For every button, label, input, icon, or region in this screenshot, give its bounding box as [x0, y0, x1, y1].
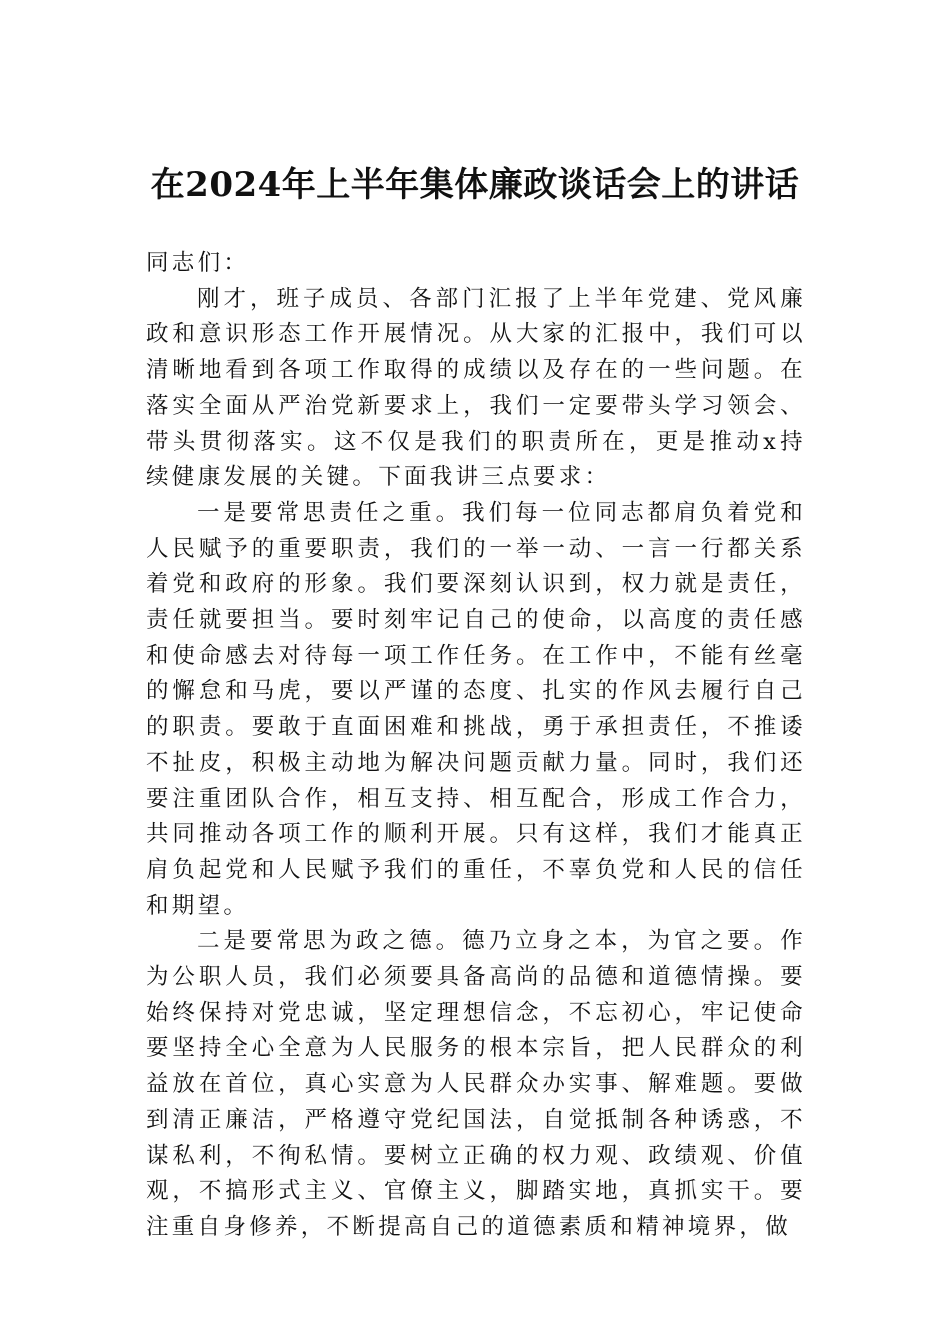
- salutation: 同志们：: [146, 250, 250, 276]
- document-title: 在2024年上半年集体廉政谈话会上的讲话: [150, 165, 800, 205]
- paragraph-point-one: 一是要常思责任之重。我们每一位同志都肩负着党和人民赋予的重要职责，我们的一举一动、一言一行都关系着党和政府的形象。我们要深刻认识到，权力就是责任，责任就要担当。要时刻牢记自己的使命，以高度的责任感和使命感去对待每一项工作任务。在工作中，不能有丝毫的懈怠和马虎，要以严谨的态度、扎实的作风去履行自己的职责。要敢于直面困难和挑战，勇于承担责任，不推诿不扯皮，积极主动地为解决问题贡献力量。同时，我们还要注重团队合作，相互支持、相互配合，形成工作合力，共同推动各项工作的顺利开展。只有这样，我们才能真正肩负起党和人民赋予我们的重任，不辜负党和人民的信任和期望。: [146, 499, 806, 919]
- paragraph-intro: 刚才，班子成员、各部门汇报了上半年党建、党风廉政和意识形态工作开展情况。从大家的汇报中，我们可以清晰地看到各项工作取得的成绩以及存在的一些问题。在落实全面从严治党新要求上，我们一定要带头学习领会、带头贯彻落实。这不仅是我们的职责所在，更是推动x持续健康发展的关键。下面我讲三点要求：: [146, 285, 806, 491]
- document-body: [146, 246, 806, 1246]
- paragraph-point-two: 二是要常思为政之德。德乃立身之本，为官之要。作为公职人员，我们必须要具备高尚的品德和道德情操。要始终保持对党忠诚，坚定理想信念，不忘初心，牢记使命要坚持全心全意为人民服务的根本宗旨，把人民群众的利益放在首位，真心实意为人民群众办实事、解难题。要做到清正廉洁，严格遵守党纪国法，自觉抵制各种诱惑，不谋私利，不徇私情。要树立正确的权力观、政绩观、价值观，不搞形式主义、官僚主义，脚踏实地，真抓实干。要注重自身修养，不断提高自己的道德素质和精神境界，做: [146, 928, 806, 1240]
